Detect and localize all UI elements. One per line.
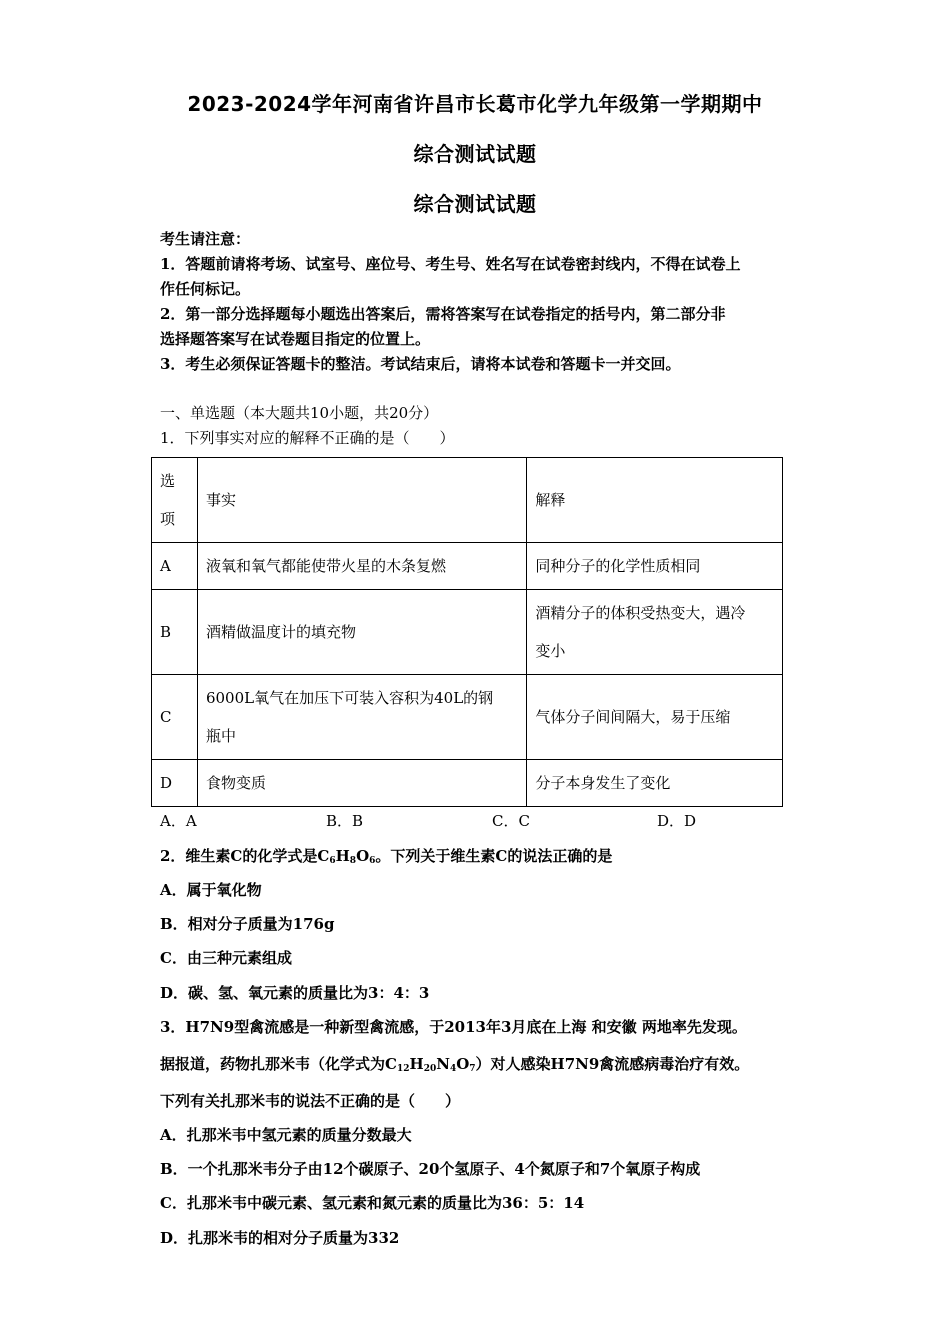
explanation-cell: 气体分子间间隔大，易于压缩 [527, 675, 783, 760]
formula-element: C [385, 1055, 397, 1073]
q2-choice-c: C．由三种元素组成 [160, 949, 292, 967]
formula-subscript: 6 [329, 856, 336, 866]
q3-line2 [160, 1053, 749, 1074]
formula-subscript: 12 [396, 1064, 410, 1074]
q3-formula [385, 1055, 476, 1073]
explanation-line: 变小 [535, 642, 566, 660]
choice-a: A．A [160, 812, 197, 830]
formula-subscript: 8 [349, 856, 357, 866]
formula-element: C [317, 847, 330, 865]
notice-line: 2．第一部分选择题每小题选出答案后，需将答案写在试卷指定的括号内，第二部分非 [160, 305, 726, 323]
fact-cell [197, 675, 526, 760]
fact-cell: 酒精做温度计的填充物 [197, 590, 526, 675]
notice-line: 1．答题前请将考场、试室号、座位号、考生号、姓名写在试卷密封线内，不得在试卷上 [160, 255, 741, 273]
table-row [152, 675, 783, 760]
notice-line: 选择题答案写在试卷题目指定的位置上。 [160, 330, 431, 348]
q3-choice-d: D．扎那米韦的相对分子质量为332 [160, 1229, 400, 1247]
option-cell: B [152, 590, 198, 675]
formula-subscript: 20 [423, 1064, 437, 1074]
q1-table [151, 457, 783, 807]
explanation-line: 酒精分子的体积受热变大，遇冷 [535, 604, 746, 622]
fact-line: 瓶中 [205, 727, 236, 745]
explanation-cell [527, 590, 783, 675]
notice-line: 作任何标记。 [160, 280, 251, 298]
q1-choices [160, 810, 780, 832]
q2-formula [317, 847, 375, 865]
option-cell: A [152, 543, 198, 590]
q3-choice-c: C．扎那米韦中碳元素、氢元素和氮元素的质量比为36：5：14 [160, 1194, 585, 1212]
table-row [152, 760, 783, 807]
page-title: 2023-2024学年河南省许昌市长葛市化学九年级第一学期期中 [187, 92, 763, 116]
header-option-char: 项 [160, 510, 176, 528]
formula-element: O [456, 1055, 470, 1073]
choice-c: C．C [492, 812, 530, 830]
section-heading: 一、单选题（本大题共10小题，共20分） [160, 404, 439, 422]
header-explanation-cell: 解释 [527, 458, 783, 543]
option-cell: D [152, 760, 198, 807]
option-cell: C [152, 675, 198, 760]
q1-stem: 1．下列事实对应的解释不正确的是（ ） [160, 429, 455, 447]
formula-subscript: 4 [449, 1064, 457, 1074]
q2-stem-post: 。下列关于维生素C的说法正确的是 [375, 847, 613, 865]
formula-subscript: 6 [369, 856, 376, 866]
header-option-char: 选 [160, 472, 176, 490]
fact-cell: 食物变质 [197, 760, 526, 807]
q2-choice-d: D．碳、氢、氧元素的质量比为3：4：3 [160, 984, 430, 1002]
table-header-row [152, 458, 783, 543]
q2-stem-pre: 2．维生素C的化学式是 [160, 847, 318, 865]
header-option-cell [152, 458, 198, 543]
explanation-cell: 分子本身发生了变化 [527, 760, 783, 807]
formula-element: H [335, 847, 350, 865]
formula-subscript: 7 [469, 1064, 476, 1074]
formula-element: H [409, 1055, 424, 1073]
explanation-cell: 同种分子的化学性质相同 [527, 543, 783, 590]
choice-d: D．D [657, 812, 697, 830]
q2-choice-b: B．相对分子质量为176g [160, 915, 335, 933]
table-row [152, 543, 783, 590]
q3-line3: 下列有关扎那米韦的说法不正确的是（ ） [160, 1092, 461, 1110]
notice-heading: 考生请注意： [160, 230, 251, 248]
page-subtitle: 综合测试试题 [413, 142, 537, 166]
formula-element: N [436, 1055, 450, 1073]
q3-line2-pre: 据报道，药物扎那米韦（化学式为 [160, 1055, 386, 1073]
formula-element: O [356, 847, 370, 865]
page-subtitle-repeat: 综合测试试题 [413, 192, 537, 216]
header-fact-cell: 事实 [197, 458, 526, 543]
table-row [152, 590, 783, 675]
q3-line2-post: ）对人感染H7N9禽流感病毒治疗有效。 [475, 1055, 750, 1073]
q3-line1: 3．H7N9型禽流感是一种新型禽流感，于2013年3月底在上海 和安徽 两地率先发现。 [160, 1018, 747, 1036]
choice-b: B．B [326, 812, 364, 830]
q2-stem [160, 845, 612, 866]
q3-choice-a: A．扎那米韦中氢元素的质量分数最大 [160, 1126, 412, 1144]
q3-choice-b: B．一个扎那米韦分子由12个碳原子、20个氢原子、4个氮原子和7个氧原子构成 [160, 1160, 701, 1178]
fact-line: 6000L氧气在加压下可装入容积为40L的钢 [205, 689, 494, 707]
notice-line: 3．考生必须保证答题卡的整洁。考试结束后，请将本试卷和答题卡一并交回。 [160, 355, 681, 373]
q2-choice-a: A．属于氧化物 [160, 881, 262, 899]
fact-cell: 液氧和氧气都能使带火星的木条复燃 [197, 543, 526, 590]
